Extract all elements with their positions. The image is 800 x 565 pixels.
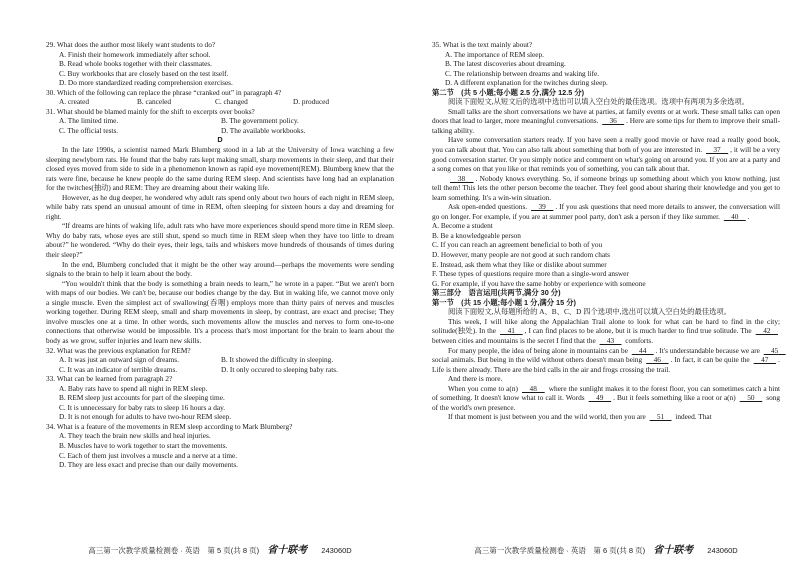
part-3-instruction: 阅读下面短文,从每题所给的 A、B、C、D 四个选项中,选出可以填入空白处的最佳选项。 xyxy=(448,307,731,317)
blank-49: 49 xyxy=(588,393,612,403)
q35-option-a: A. The importance of REM sleep. xyxy=(445,49,544,59)
passage-d-paragraph-1: In the late 1990s, a scientist named Mark Blumberg stood in a lab at the University of Iowa watching a few sleeping newlyborn rats. He found that the baby rats kept making small, sharp movements in their sleep, and that their closed eyes moved from side to side in a phenomenon known as rapid eye movement(REM). Blumberg knew that the rats were fine, because he knew people do the same during REM sleep. And scientists have long had an explanation for the twitches(抽动) and REM: They are dreaming about their waking life. xyxy=(46,145,394,193)
q29-option-a: A. Finish their homework immediately after school. xyxy=(59,49,211,59)
option-a: A. Become a student xyxy=(432,221,493,231)
blank-47: 47 xyxy=(753,355,777,365)
left-footer xyxy=(46,546,394,556)
blank-44: 44 xyxy=(631,345,654,355)
q32-stem: 32. What was the previous explanation for REM? xyxy=(46,345,191,355)
q35-stem: 35. What is the text mainly about? xyxy=(432,40,533,49)
text-segment: indeed. That xyxy=(673,412,712,422)
q33-stem: 33. What can be learned from paragraph 2? xyxy=(46,374,173,384)
q31-stem: 31. What should be blamed mainly for the shift to excerpts over books? xyxy=(46,106,255,116)
text-segment: comforts. xyxy=(623,335,654,345)
text-segment: For many people, the idea of being alone in mountains can be xyxy=(448,345,630,355)
q31-option-c: C. The official tests. xyxy=(59,125,119,135)
q29-stem: 29. What does the author most likely want students to do? xyxy=(46,40,216,49)
section-2-instruction: 阅读下面短文,从短文后的选项中选出可以填入空白处的最佳选项。选项中有两项为多余选项。 xyxy=(448,97,749,107)
section-2-heading: 第二节 (共 5 小题;每小题 2.5 分,满分 12.5 分) xyxy=(432,87,585,97)
passage-d-paragraph-5: “You wouldn't think that the body is something a brain needs to learn,” he wrote in a paper. “But we aren't born with maps of our bodies. We can't be, because our bodies change by the day. But in waking life, we cannot move only a single muscle. Even the simplest act of swallowing(吞咽) employs more than thirty pairs of nerves and muscles working together. During REM sleep, small and sharp movements in sleep, by contrast, are exact and precise; They involve muscles one at a time. In other words, such movements allow the muscles and nerves to form one-to-one connections that otherwise would be impossible. It's a process that's most important for the brain to learn about the body as we grow, suffer injuries and learn new skills. xyxy=(46,278,394,345)
text-segment: . Nobody knows everything. So, if someone brings up something about which you know nothing, just tell them! This lets the other person become the teacher. They feel good about sharing their knowledge and you get to learn something. It's a win-win situation. xyxy=(432,173,780,202)
seven-choose-five-paragraph-2 xyxy=(432,135,780,173)
right-footer xyxy=(432,546,780,556)
seven-choose-five-paragraph-1 xyxy=(432,107,780,136)
q34-option-b: B. Muscles have to work together to start the movements. xyxy=(59,440,228,450)
option-d: D. However, many people are not good at such random chats xyxy=(432,250,611,260)
blank-36: 36 xyxy=(602,116,625,126)
seven-choose-five-paragraph-4 xyxy=(432,202,780,221)
text-segment: . If you ask questions that need more details to answer, the conversation will go on longer. For example, if you are at summer pool party, don't ask a person if they like summer. xyxy=(432,202,780,221)
q32-option-d: D. It only occured to sleeping baby rats. xyxy=(221,364,338,374)
option-f: F. These types of questions require more than a single-word answer xyxy=(432,269,629,279)
text-segment: . In fact, it can be quite the xyxy=(670,355,752,365)
q34-option-c: C. Each of them just involves a muscle and a nerve at a time. xyxy=(59,450,238,460)
q35-option-d: D. A different explanation for the twitches during sleep. xyxy=(445,78,608,88)
text-segment: . But it feels something like a root or a(n) xyxy=(613,393,738,403)
option-c: C. If you can reach an agreement beneficial to both of you xyxy=(432,240,603,250)
text-segment: . It's understandable because we are xyxy=(655,345,762,355)
cloze-paragraph-3: And there is more. xyxy=(448,374,503,384)
blank-51: 51 xyxy=(649,412,672,422)
q30-options xyxy=(46,97,394,107)
q29-option-b: B. Read whole books together with their classmates. xyxy=(59,59,212,69)
option-b: B. Be a knowledgeable person xyxy=(432,230,521,240)
part-3-section-1-heading: 第一节 (共 15 小题;每小题 1 分,满分 15 分) xyxy=(432,297,576,307)
q33-option-b: B. REM sleep just accounts for part of the sleeping time. xyxy=(59,393,225,403)
q30-option-b: B. canceled xyxy=(137,97,172,107)
q29-option-d: D. Do more standardized reading comprehension exercises. xyxy=(59,78,233,88)
option-e: E. Instead, ask them what they like or dislike about summer xyxy=(432,259,607,269)
part-3-heading: 第三部分 语言运用(共两节,满分 30 分) xyxy=(432,288,561,298)
q32-option-a: A. It was just an outward sign of dreams. xyxy=(59,355,179,365)
blank-48: 48 xyxy=(522,383,545,393)
q34-option-d: D. They are less exact and precise than our daily movements. xyxy=(59,460,238,470)
cloze-paragraph-1 xyxy=(432,317,780,346)
q35-option-c: C. The relationship between dreams and waking life. xyxy=(445,68,600,78)
text-segment: This week, I will hike along the Appalachian Trail alone to look for what can be hard to find in the city; solitude(独处). In the xyxy=(432,316,780,336)
q34-stem: 34. What is a feature of the movements in REM sleep according to Mark Blumberg? xyxy=(46,421,293,431)
text-segment: song of the world's own presence. xyxy=(432,393,781,412)
blank-41: 41 xyxy=(500,326,523,336)
q29-option-c: C. Buy workbooks that are closely based on the test itself. xyxy=(59,68,229,78)
left-footer-text: 高三第一次教学质量检测卷 · 英语 第 5 页(共 8 页) xyxy=(88,546,260,555)
blank-39: 39 xyxy=(531,202,554,212)
text-segment: social animals. But being in the wild without others doesn't mean being xyxy=(432,355,645,365)
text-segment: , I can find places to be alone, but it is much harder to find true solitude. The xyxy=(524,326,754,336)
q33-option-d: D. It is not enough for adults to have two-hour REM sleep. xyxy=(59,412,232,422)
left-footer-brand: 省十联考 xyxy=(267,545,308,556)
cloze-paragraph-2 xyxy=(432,345,786,375)
blank-46: 46 xyxy=(646,355,669,365)
q30-option-d: D. produced xyxy=(293,97,330,107)
q31-options-row1 xyxy=(46,116,394,126)
q30-option-a: A. created xyxy=(59,97,89,107)
q31-option-a: A. The limited time. xyxy=(59,116,119,126)
text-segment: Have some conversation starters ready. If you have seen a really good movie or have read a really good book, you can talk about that. You can also talk about something that both of you are interested in. xyxy=(432,135,780,155)
q31-option-d: D. The available workbooks. xyxy=(221,125,306,135)
q32-options-row1 xyxy=(46,355,394,365)
q33-option-c: C. It is unnecessary for baby rats to sleep 16 hours a day. xyxy=(59,402,226,412)
text-segment: Small talks are the short conversations we have at parties, at family events or at work. These small talks can open doors that lead to larger, more meaningful conversations. xyxy=(432,106,780,126)
blank-42: 42 xyxy=(755,326,779,336)
text-segment: When you come to a(n) xyxy=(448,383,520,393)
left-page xyxy=(46,40,394,540)
text-segment: where the sunlight makes it to the forest floor, you can sometimes catch a hint of something. It doesn't know what to call it. Words xyxy=(432,383,781,403)
q32-options-row2 xyxy=(46,365,394,375)
q32-option-c: C. It was an indicator of terrible dreams. xyxy=(59,364,178,374)
cloze-paragraph-4 xyxy=(432,384,780,413)
passage-d-paragraph-4: In the end, Blumberg concluded that it might be the other way around—perhaps the movements were sending signals to the brain to help it learn about the body. xyxy=(46,259,394,279)
text-segment: If that moment is just between you and the wild world, then you are xyxy=(448,412,648,422)
q35-option-b: B. The latest discoveries about dreaming. xyxy=(445,59,566,69)
q30-option-c: C. changed xyxy=(215,97,248,107)
q31-option-b: B. The government policy. xyxy=(221,116,299,126)
right-footer-code: 243060D xyxy=(707,546,738,555)
passage-d-paragraph-3: “If dreams are hints of waking life, adult rats who have more experiences should spend more time in REM sleep. Why do baby rats, whose eyes are still shut, spend so much time in REM sleep when they have too little to dream about?” he wondered. “Why do their eyes, their legs, tails and whiskers move hundreds of thousands of times during their sleep?” xyxy=(46,221,394,260)
blank-43: 43 xyxy=(599,335,622,345)
blank-38: 38 xyxy=(450,173,474,183)
blank-37: 37 xyxy=(706,145,729,155)
text-segment: . Here are some tips for them to improve their small-talking ability. xyxy=(432,116,780,135)
seven-choose-five-paragraph-3 xyxy=(432,174,780,203)
left-footer-code: 243060D xyxy=(321,546,352,555)
text-segment: , it will be a very good conversation starter. Or you simply notice and comment on what's going on around you. If you are at a party and a song comes on that you like or that reminds you of something, you can talk about that. xyxy=(432,145,780,174)
text-segment: between cities and mountains is the secret I find that the xyxy=(432,335,598,345)
q34-option-a: A. They teach the brain new skills and heal injuries. xyxy=(59,431,211,441)
right-footer-text: 高三第一次教学质量检测卷 · 英语 第 6 页(共 8 页) xyxy=(474,546,646,555)
right-page xyxy=(432,40,786,540)
cloze-paragraph-5 xyxy=(432,412,780,422)
blank-50: 50 xyxy=(739,393,763,403)
passage-letter: D xyxy=(217,135,223,145)
q31-options-row2 xyxy=(46,126,394,136)
option-g: G. For example, if you have the same hobby or experience with someone xyxy=(432,278,646,288)
blank-45: 45 xyxy=(763,345,786,355)
blank-40: 40 xyxy=(723,211,746,221)
q32-option-b: B. It showed the difficulty in sleeping. xyxy=(221,355,334,365)
text-segment: . xyxy=(747,211,750,221)
text-segment: Ask open-ended questions. xyxy=(448,202,530,212)
text-segment: . Life is there already. There are the bird calls in the air and frogs crossing the trail. xyxy=(432,355,780,374)
right-footer-brand: 省十联考 xyxy=(653,545,694,556)
q30-stem: 30. Which of the following can replace the phrase “cranked out” in paragraph 4? xyxy=(46,87,282,97)
passage-d-paragraph-2: However, as he dug deeper, he wondered why adult rats spend only about two hours of each night in REM sleep, while baby rats spend an unusual amount of time in REM, often sleeping for sixteen hours a day and dreaming for right. xyxy=(46,192,394,221)
q33-option-a: A. Baby rats have to spend all night in REM sleep. xyxy=(59,383,208,393)
